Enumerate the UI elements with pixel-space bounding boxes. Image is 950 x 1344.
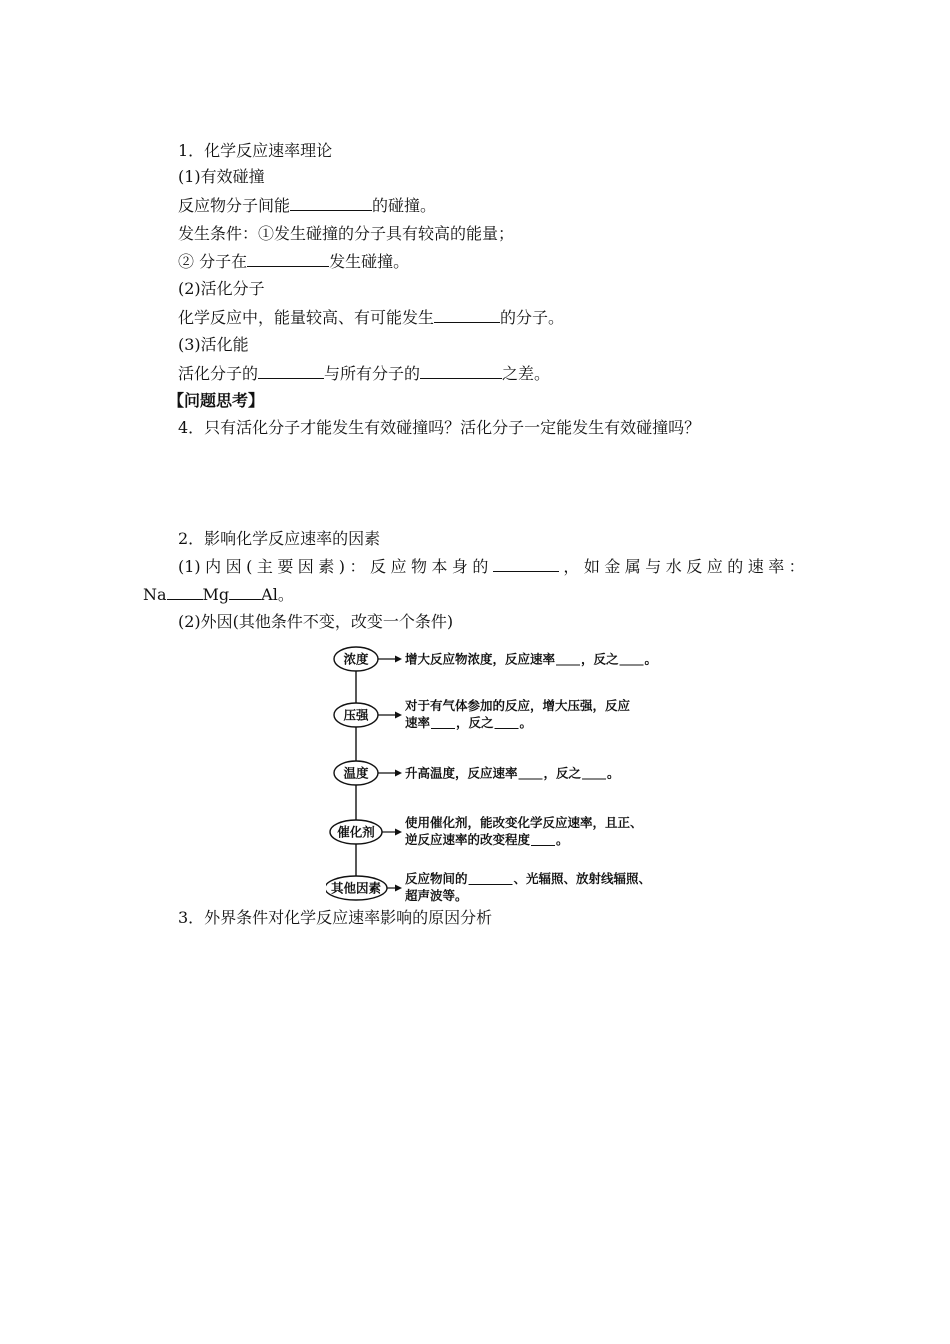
metal-comparison-line: Na Mg Al。 xyxy=(143,585,294,604)
text-char: 与 xyxy=(645,557,662,576)
text-char: 素 xyxy=(318,557,335,576)
factor-label: 浓度 xyxy=(343,651,369,667)
text-char: 内 xyxy=(205,557,222,576)
text-char: 反 xyxy=(686,557,703,576)
effective-collision-title: (1)有效碰撞 xyxy=(178,167,265,186)
text-char: (1) xyxy=(178,557,201,576)
factor-description: ，反之 xyxy=(543,765,582,781)
text-char: 要 xyxy=(277,557,294,576)
fill-blank[interactable] xyxy=(290,195,372,211)
text-char: 金 xyxy=(604,557,621,576)
factor-description: 对于有气体参加的反应，增大压强，反应 xyxy=(405,698,631,713)
arrow-head xyxy=(395,712,402,719)
text-char: 如 xyxy=(583,557,600,576)
text-char: 身 xyxy=(451,557,468,576)
activation-energy-definition: 活化分子的 与所有分子的 之差。 xyxy=(178,364,551,383)
factor-label: 其他因素 xyxy=(330,880,382,896)
text-char: 因 xyxy=(297,557,314,576)
text-char: ) xyxy=(338,557,346,576)
effective-collision-definition: 反应物分子间能 的碰撞。 xyxy=(178,196,437,215)
factor-description: 逆反应速率的改变程度 xyxy=(405,832,531,847)
factor-label: 催化剂 xyxy=(337,824,375,840)
text-char: ( xyxy=(246,557,253,576)
fill-blank[interactable] xyxy=(434,307,500,323)
arrow-head xyxy=(395,656,402,663)
text-char: 属 xyxy=(624,557,641,576)
fill-blank[interactable] xyxy=(258,363,324,379)
factor-description: 超声波等。 xyxy=(405,888,468,903)
question-4: 4．只有活化分子才能发生有效碰撞吗？活化分子一定能发生有效碰撞吗？ xyxy=(178,418,701,437)
factor-label: 压强 xyxy=(343,707,369,723)
fill-blank[interactable] xyxy=(167,584,203,600)
external-factor-line: (2)外因(其他条件不变，改变一个条件) xyxy=(178,612,454,631)
arrow-head xyxy=(395,770,402,777)
text-char: 主 xyxy=(256,557,273,576)
arrow-head xyxy=(395,885,402,892)
section2-heading: 2．影响化学反应速率的因素 xyxy=(178,529,381,548)
collision-condition-2: ② 分子在 发生碰撞。 xyxy=(178,252,410,271)
text-char: 反 xyxy=(369,557,386,576)
activation-energy-title: (3)活化能 xyxy=(178,335,249,354)
text-char: ： xyxy=(349,557,366,576)
factor-description: 、光辐照、放射线辐照、 xyxy=(513,871,652,886)
text-char: 本 xyxy=(431,557,448,576)
text-char: ， xyxy=(563,557,580,576)
problem-thinking-label: 【问题思考】 xyxy=(168,391,265,410)
factor-description: 。 xyxy=(519,715,533,730)
collision-condition-1: 发生条件：①发生碰撞的分子具有较高的能量； xyxy=(178,224,515,243)
text-char: 应 xyxy=(390,557,407,576)
factor-description: 。 xyxy=(607,765,620,781)
text-char: 的 xyxy=(727,557,744,576)
activated-molecule-title: (2)活化分子 xyxy=(178,279,265,298)
factor-description: 升高温度，反应速率 xyxy=(405,765,518,781)
section3-heading: 3．外界条件对化学反应速率影响的原因分析 xyxy=(178,908,493,927)
fill-blank[interactable] xyxy=(493,556,559,572)
activated-molecule-definition: 化学反应中，能量较高、有可能发生 的分子。 xyxy=(178,308,565,327)
fill-blank[interactable] xyxy=(420,363,502,379)
text-char: ： xyxy=(788,557,805,576)
text-char: 率 xyxy=(768,557,785,576)
section1-heading: 1．化学反应速率理论 xyxy=(178,141,333,160)
text-char: 速 xyxy=(747,557,764,576)
text-char: 因 xyxy=(225,557,242,576)
factor-description: ，反之 xyxy=(456,715,494,730)
text-char: 水 xyxy=(665,557,682,576)
text-char: 物 xyxy=(410,557,427,576)
factor-description: 。 xyxy=(644,651,658,667)
factor-description: 。 xyxy=(556,832,569,847)
fill-blank[interactable] xyxy=(247,251,329,267)
arrow-head xyxy=(395,829,402,836)
factor-description: 增大反应物浓度，反应速率 xyxy=(405,651,556,667)
fill-blank[interactable] xyxy=(229,584,261,600)
factor-diagram xyxy=(326,642,676,904)
factor-description: ，反之 xyxy=(581,651,619,667)
factor-description: 反应物间的 xyxy=(405,871,468,886)
text-char: 的 xyxy=(472,557,489,576)
text-char: 应 xyxy=(706,557,723,576)
factor-description: 使用催化剂，能改变化学反应速率，且正、 xyxy=(405,815,643,830)
internal-factor-line xyxy=(178,556,805,578)
factor-label: 温度 xyxy=(343,765,369,781)
factor-description: 速率 xyxy=(405,715,431,730)
